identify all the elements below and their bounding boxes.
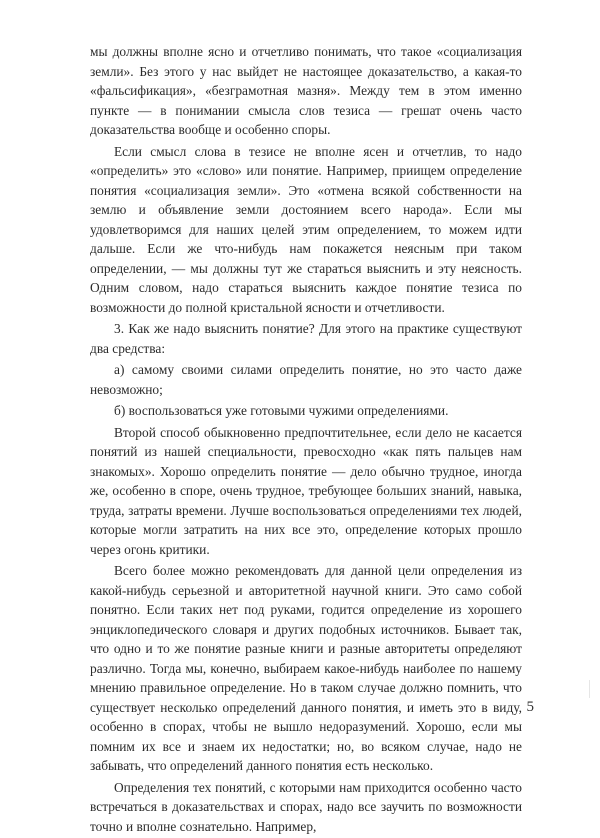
- paragraph-6: Определения тех понятий, с которыми нам приходится особенно часто встречаться в доказательствах и спорах, надо все заучить по возможности точно и вполне сознательно. Например,: [90, 779, 522, 834]
- paragraph-2: Если смысл слова в тезисе не вполне ясен и отчетлив, то надо «определить» это «слово» или понятие. Например, приищем определение понятия «социализация земли». Это «отмена всякой собственности на землю и объявление земли достоянием всего народа». Если мы удовлетворимся для наших целей этим определением, то можем идти дальше. Если же что-нибудь нам покажется неясным при таком определении, — мы должны тут же стараться выяснить и эту неясность. Одним словом, надо стараться выяснить каждое понятие тезиса по возможности до полной кристальной ясности и отчетливости.: [90, 143, 522, 315]
- paragraph-4: Второй способ обыкновенно предпочтительнее, если дело не касается понятий из нашей специальности, превосходно «как пять пальцев нам знакомых». Хорошо определить понятие — дело обычно трудное, иногда же, особенно в споре, очень трудное, требующее больших знаний, навыка, труда, затраты времени. Лучше воспользоваться определениями тех людей, которые могли затратить на них все это, определение которых прошло через огонь критики.: [90, 424, 522, 557]
- margin-mark: [589, 680, 594, 698]
- paragraph-5: Всего более можно рекомендовать для данной цели определения из какой-нибудь серьезной и авторитетной научной книги. Это само собой понятно. Если таких нет под руками, годится определение из хорошего энциклопедического словаря и других подобных источников. Бывает так, что одно и то же понятие разные книги и разные авторитеты определяют различно. Тогда мы, конечно, выбираем какое-нибудь наиболее по нашему мнению правильное определение. Но в таком случае должно помнить, что существует несколько определений данного понятия, и иметь это в виду, особенно в спорах, чтобы не вышло недоразумений. Хорошо, если мы помним их все и знаем их недостатки; но, во всяком случае, надо не забывать, что определений данного понятия есть несколько.: [90, 563, 522, 773]
- page-body: [90, 42, 522, 838]
- page-number: 5: [526, 699, 534, 715]
- list-item-b: б) воспользоваться уже готовыми чужими определениями.: [114, 403, 449, 418]
- paragraph-3: 3. Как же надо выяснить понятие? Для этого на практике существуют два средства:: [90, 321, 522, 356]
- paragraph-1: мы должны вполне ясно и отчетливо понимать, что такое «социализация земли». Без этого у нас выйдет не настоящее доказательство, а какая-то «фальсификация», «безграмотная мазня». Между тем в этом именно пункте — в понимании смысла слов тезиса — грешат очень часто доказательства вообще и особенно споры.: [90, 44, 522, 137]
- list-item-a: а) самому своими силами определить понятие, но это часто даже невозможно;: [90, 362, 522, 397]
